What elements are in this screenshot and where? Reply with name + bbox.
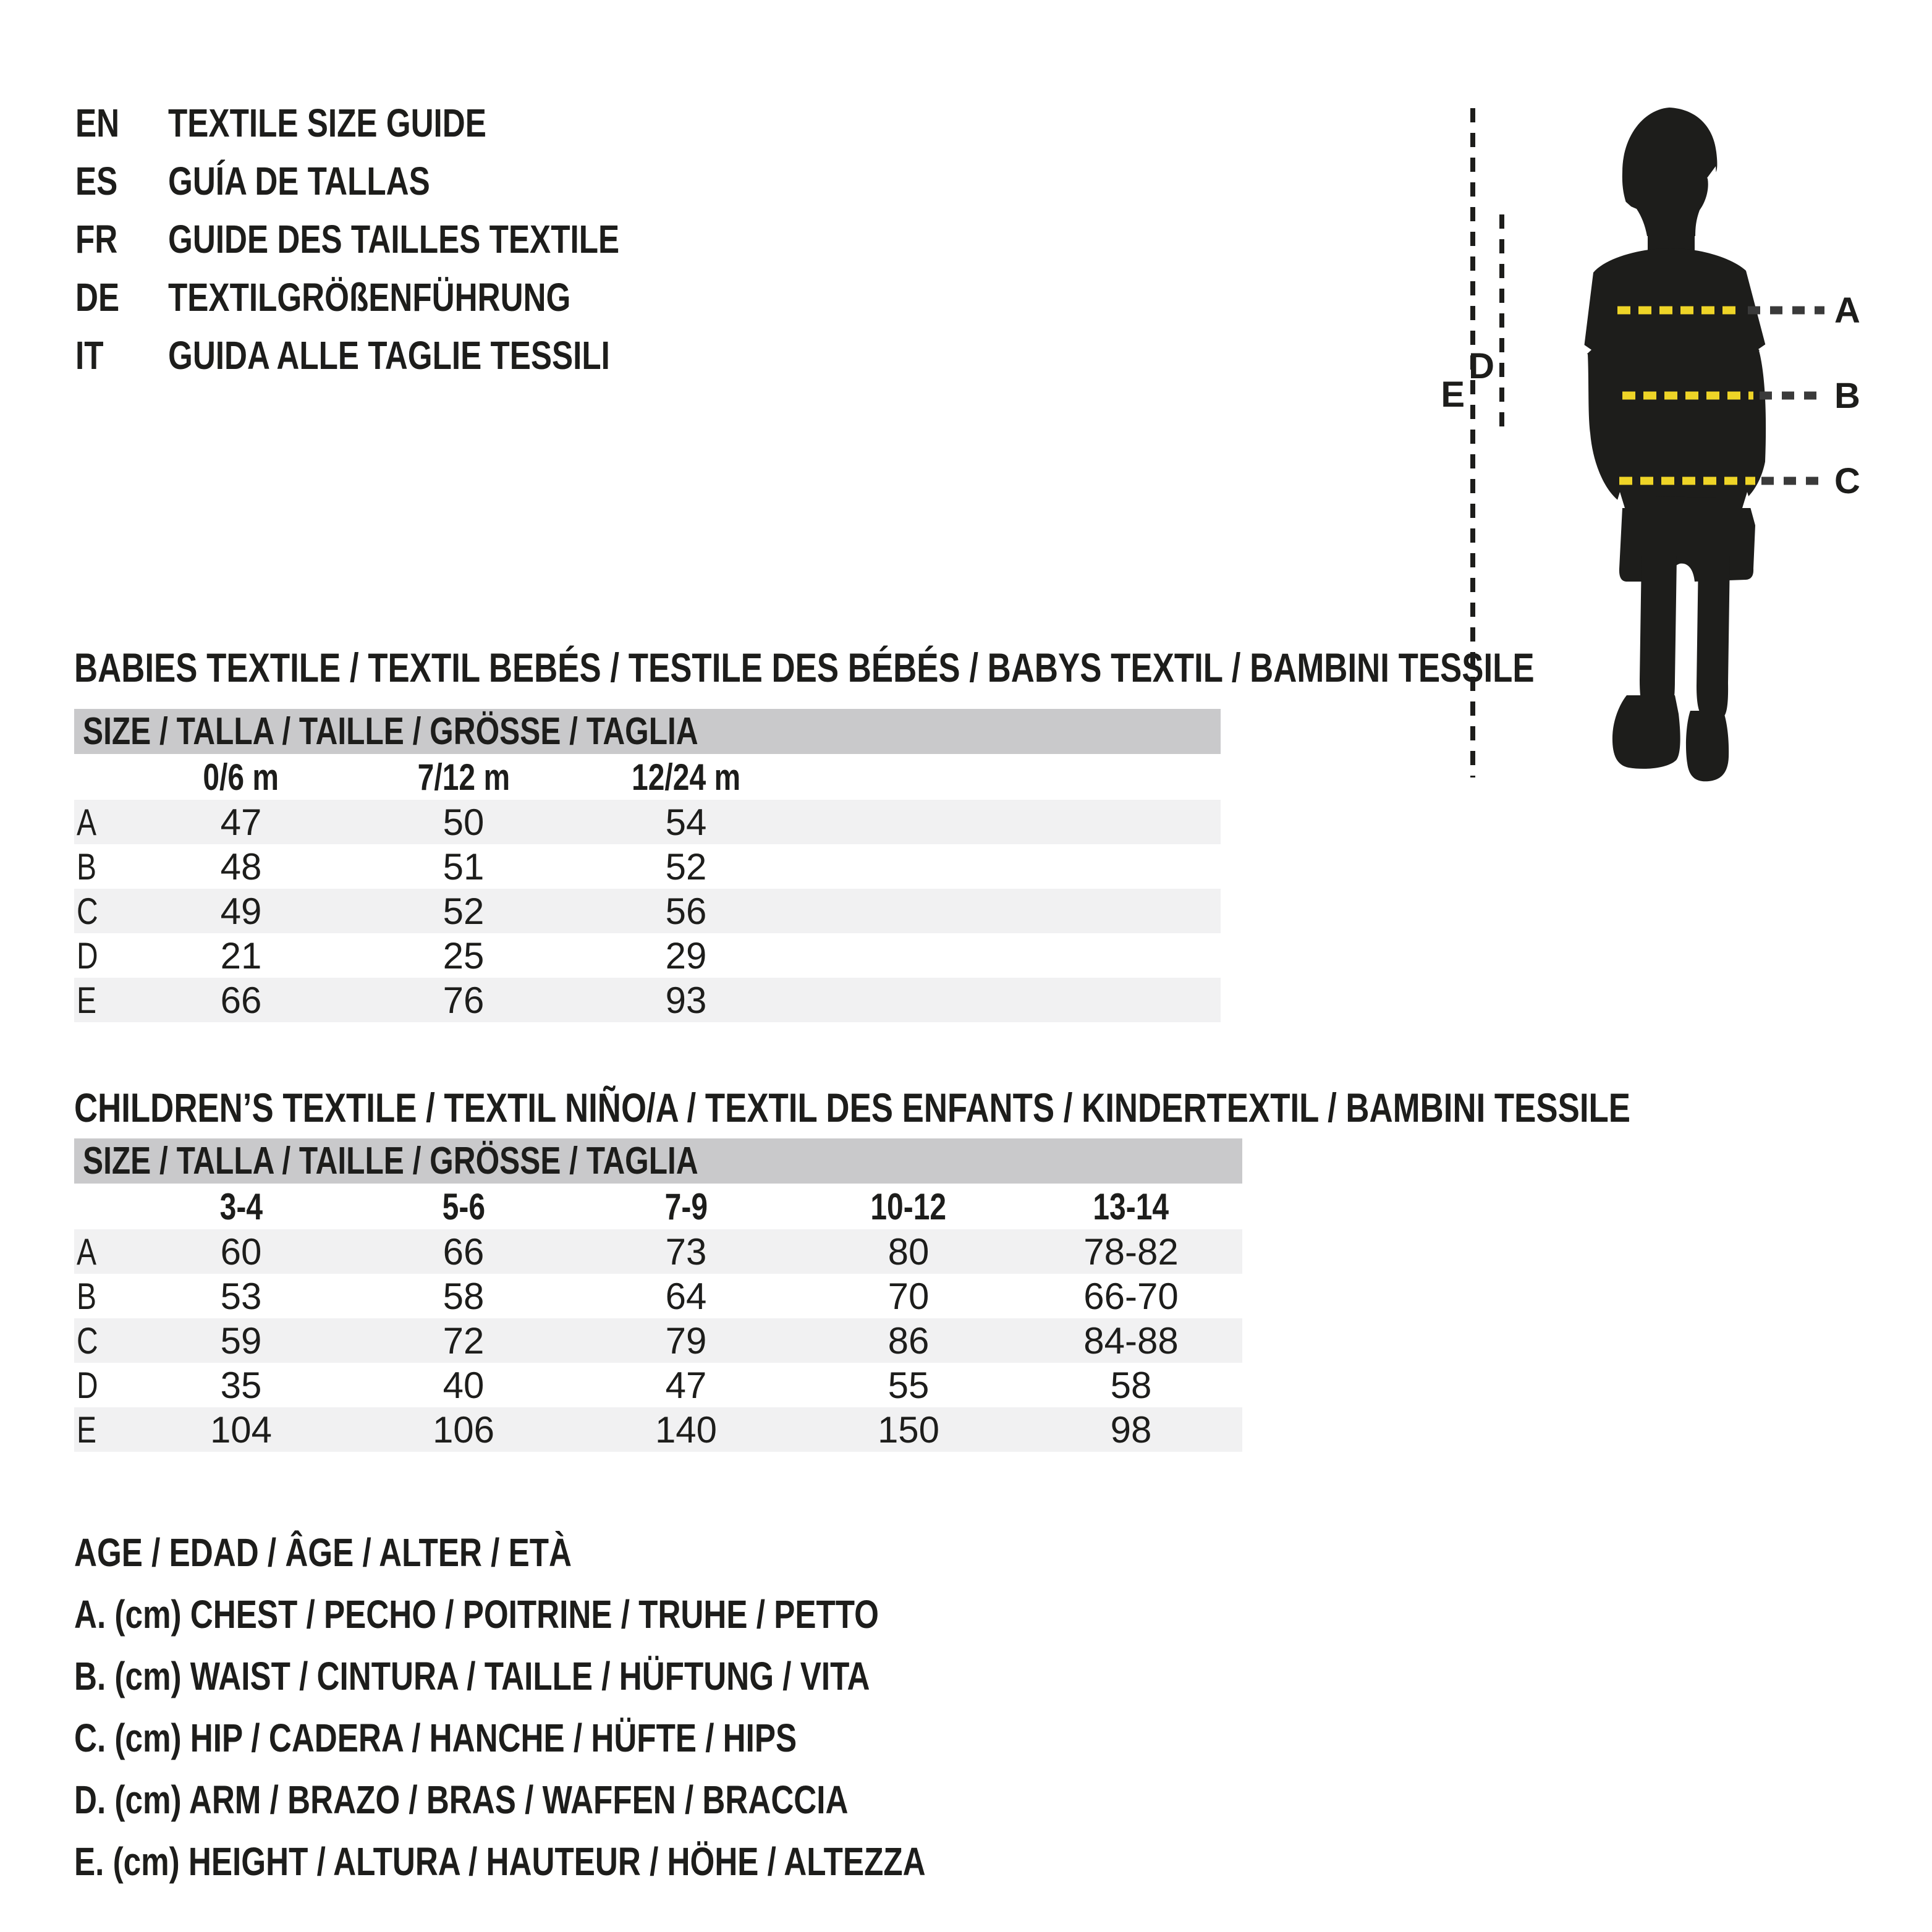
cell-value: 66: [220, 979, 262, 1021]
guide-title-it: GUIDA ALLE TAGLIE TESSILI: [168, 333, 610, 378]
label-a: A: [1834, 290, 1860, 331]
table-row: [74, 889, 1221, 933]
language-code: IT: [75, 333, 104, 378]
children-col-2: 7-9: [664, 1185, 708, 1227]
children-size-table: [74, 1138, 1242, 1452]
guide-title-en: TEXTILE SIZE GUIDE: [168, 101, 486, 145]
cell-value: 58: [443, 1275, 485, 1317]
table-row: [74, 1407, 1242, 1452]
language-code: ES: [75, 159, 118, 203]
row-label: E: [77, 979, 97, 1021]
guide-title-de: TEXTILGRÖßENFÜHRUNG: [168, 275, 571, 320]
cell-value: 60: [220, 1231, 262, 1273]
table-row: [74, 1318, 1242, 1363]
cell-value: 98: [1110, 1409, 1152, 1451]
silhouette-left-leg: [1640, 556, 1677, 714]
cell-value: 48: [220, 845, 262, 888]
cell-value: 53: [220, 1275, 262, 1317]
babies-col-1: 7/12 m: [417, 756, 510, 798]
language-code: FR: [75, 217, 118, 261]
language-row-en: [75, 94, 732, 152]
babies-col-0: 0/6 m: [203, 756, 279, 798]
table-row: [74, 800, 1221, 844]
row-label: C: [77, 1320, 98, 1362]
cell-value: 59: [220, 1320, 262, 1362]
cell-value: 35: [220, 1364, 262, 1406]
cell-value: 72: [443, 1320, 485, 1362]
cell-value: 55: [888, 1364, 930, 1406]
silhouette-head: [1622, 108, 1718, 236]
row-label: D: [77, 934, 98, 977]
babies-section-title: BABIES TEXTILE / TEXTIL BEBÉS / TESTILE DES BÉBÉS / BABYS TEXTIL / BAMBINI TESSILE: [74, 645, 1535, 690]
table-row: [74, 1229, 1242, 1274]
children-size-header-bar: SIZE / TALLA / TAILLE / GRÖSSE / TAGLIA: [74, 1138, 1242, 1184]
legend-waist: B. (cm) WAIST / CINTURA / TAILLE / HÜFTUNG / VITA: [74, 1654, 870, 1698]
table-row: [74, 1363, 1242, 1407]
cell-value: 64: [665, 1275, 707, 1317]
language-code: EN: [75, 101, 120, 145]
label-e: E: [1441, 375, 1465, 415]
cell-value: 50: [443, 801, 485, 843]
row-label: A: [77, 801, 97, 843]
cell-value: 52: [665, 845, 707, 888]
cell-value: 66-70: [1083, 1275, 1179, 1317]
cell-value: 78-82: [1083, 1231, 1179, 1273]
cell-value: 21: [220, 934, 262, 977]
legend-height: E. (cm) HEIGHT / ALTURA / HAUTEUR / HÖHE / ALTEZZA: [74, 1839, 926, 1884]
children-section-title: CHILDREN’S TEXTILE / TEXTIL NIÑO/A / TEXTIL DES ENFANTS / KINDERTEXTIL / BAMBINI TESSILE: [74, 1085, 1630, 1130]
guide-title-fr: GUIDE DES TAILLES TEXTILE: [168, 217, 620, 261]
row-label: E: [77, 1409, 97, 1451]
cell-value: 93: [665, 979, 707, 1021]
cell-value: 66: [443, 1231, 485, 1273]
language-row-it: [75, 326, 732, 384]
legend-chest: A. (cm) CHEST / PECHO / POITRINE / TRUHE / PETTO: [74, 1592, 879, 1637]
table-row: [74, 844, 1221, 889]
cell-value: 104: [210, 1409, 273, 1451]
legend-arm: D. (cm) ARM / BRAZO / BRAS / WAFFEN / BRACCIA: [74, 1777, 849, 1822]
cell-value: 79: [665, 1320, 707, 1362]
cell-value: 52: [443, 890, 485, 932]
row-label: D: [77, 1364, 98, 1406]
cell-value: 49: [220, 890, 262, 932]
label-b: B: [1834, 376, 1860, 416]
table-row: [74, 1274, 1242, 1318]
cell-value: 40: [443, 1364, 485, 1406]
language-row-es: [75, 152, 732, 210]
cell-value: 73: [665, 1231, 707, 1273]
cell-value: 106: [432, 1409, 495, 1451]
cell-value: 25: [443, 934, 485, 977]
table-row: [74, 933, 1221, 978]
cell-value: 47: [220, 801, 262, 843]
children-col-0: 3-4: [219, 1185, 263, 1227]
babies-size-header-bar: SIZE / TALLA / TAILLE / GRÖSSE / TAGLIA: [74, 709, 1221, 754]
cell-value: 47: [665, 1364, 707, 1406]
children-col-4: 13-14: [1093, 1185, 1169, 1227]
measurement-legend: [74, 1522, 1138, 1892]
cell-value: 56: [665, 890, 707, 932]
cell-value: 150: [877, 1409, 940, 1451]
language-row-de: [75, 268, 732, 326]
cell-value: 29: [665, 934, 707, 977]
cell-value: 84-88: [1083, 1320, 1179, 1362]
legend-hip: C. (cm) HIP / CADERA / HANCHE / HÜFTE / HIPS: [74, 1716, 797, 1760]
cell-value: 54: [665, 801, 707, 843]
legend-age: AGE / EDAD / ÂGE / ALTER / ETÀ: [74, 1530, 572, 1575]
babies-col-2: 12/24 m: [631, 756, 741, 798]
label-d: D: [1468, 346, 1494, 386]
table-row: [74, 978, 1221, 1022]
label-c: C: [1834, 461, 1860, 501]
children-col-1: 5-6: [442, 1185, 485, 1227]
guide-title-es: GUÍA DE TALLAS: [168, 159, 430, 203]
children-col-3: 10-12: [870, 1185, 947, 1227]
cell-value: 51: [443, 845, 485, 888]
silhouette-torso: [1584, 248, 1766, 501]
silhouette-shorts: [1619, 496, 1755, 582]
language-code: DE: [75, 275, 120, 320]
cell-value: 58: [1110, 1364, 1152, 1406]
cell-value: 76: [443, 979, 485, 1021]
language-row-fr: [75, 210, 732, 268]
cell-value: 86: [888, 1320, 930, 1362]
row-label: B: [77, 845, 97, 888]
row-label: C: [77, 890, 98, 932]
silhouette-right-leg: [1697, 556, 1730, 717]
cell-value: 70: [888, 1275, 930, 1317]
row-label: B: [77, 1275, 97, 1317]
cell-value: 80: [888, 1231, 930, 1273]
babies-column-headers: [74, 754, 1221, 800]
row-label: A: [77, 1231, 97, 1273]
silhouette-left-shoe: [1612, 695, 1680, 769]
silhouette-right-shoe: [1686, 711, 1729, 781]
cell-value: 140: [655, 1409, 718, 1451]
children-column-headers: [74, 1184, 1242, 1229]
language-list: [75, 94, 732, 384]
babies-size-table: [74, 709, 1221, 1022]
